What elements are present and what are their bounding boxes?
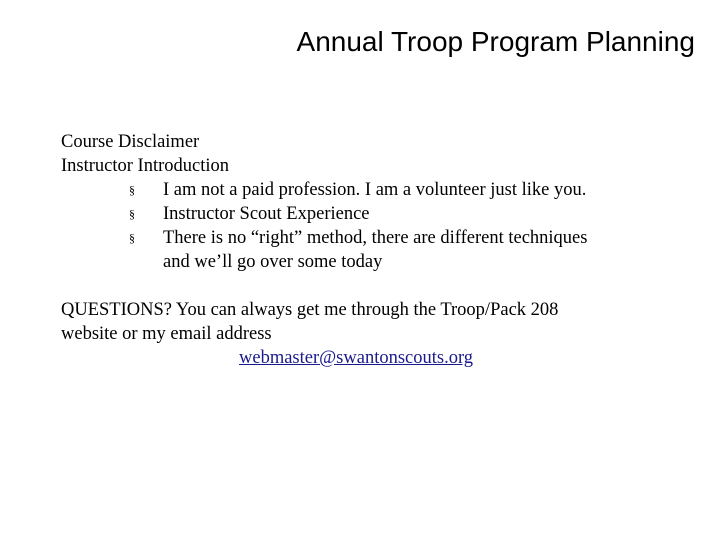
bullet-text: I am not a paid profession. I am a volunteer just like you. (163, 180, 587, 200)
slide-title: Annual Troop Program Planning (296, 26, 695, 57)
email-line (61, 346, 701, 370)
bullet-item (61, 226, 701, 250)
bullet-text: and we’ll go over some today (163, 252, 383, 272)
questions-line: website or my email address (61, 324, 272, 344)
bullet-icon: § (129, 231, 135, 245)
bullet-text: There is no “right” method, there are different techniques (163, 228, 588, 248)
line-course-disclaimer: Course Disclaimer (61, 132, 200, 152)
bullet-icon: § (129, 207, 135, 221)
bullet-item (61, 202, 701, 226)
paragraph-spacer (61, 274, 701, 298)
bullet-continuation (61, 250, 701, 274)
email-link[interactable]: webmaster@swantonscouts.org (239, 348, 474, 368)
line-instructor-introduction: Instructor Introduction (61, 156, 229, 176)
slide-body (61, 130, 701, 370)
bullet-text: Instructor Scout Experience (163, 204, 370, 224)
bullet-icon: § (129, 183, 135, 197)
bullet-item (61, 178, 701, 202)
questions-line: QUESTIONS? You can always get me through the Troop/Pack 208 (61, 300, 559, 320)
